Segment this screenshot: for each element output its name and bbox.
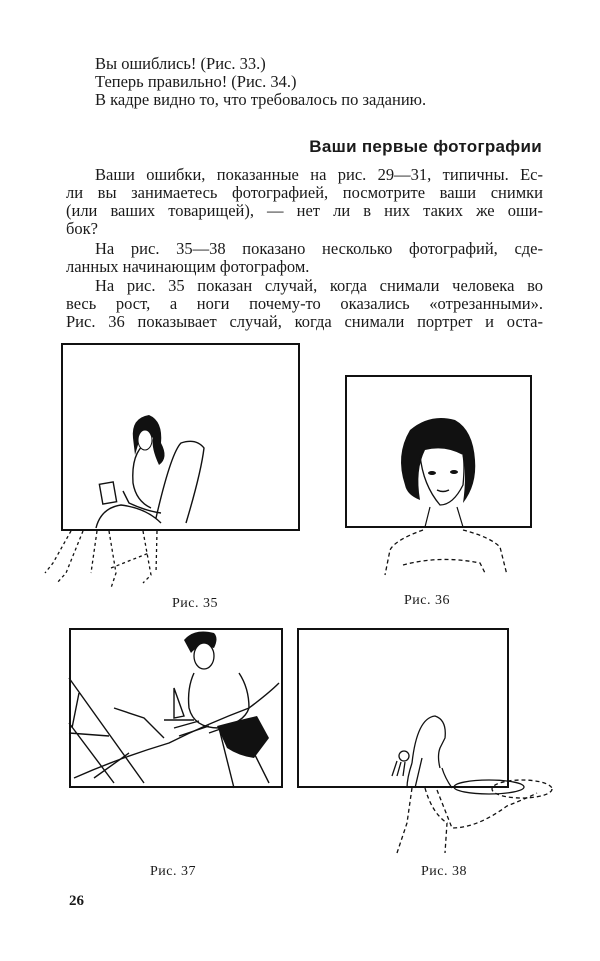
section-heading: Ваши первые фотографии: [309, 137, 542, 156]
paragraph-1-line-3: (или ваших товарищей), — нет ли в них таких же оши-: [66, 201, 543, 220]
paragraph-1-line-4: бок?: [66, 219, 98, 238]
intro-line-2: Теперь правильно! (Рис. 34.): [95, 72, 297, 91]
paragraph-1-line-2: ли вы занимаетесь фотографией, посмотрите ваши снимки: [66, 183, 543, 202]
figure-38-illustration: [297, 628, 557, 868]
paragraph-3-line-1: На рис. 35 показан случай, когда снимали человека во: [95, 276, 543, 295]
paragraph-3-line-2: весь рост, а ноги почему-то оказались «отрезанными».: [66, 294, 543, 313]
figure-37-caption: Рис. 37: [150, 864, 196, 879]
intro-line-1: Вы ошиблись! (Рис. 33.): [95, 54, 266, 73]
figure-35-illustration: [61, 343, 301, 603]
paragraph-2-line-1: На рис. 35—38 показано несколько фотографий, сде-: [95, 239, 543, 258]
paragraph-2-line-2: ланных начинающим фотографом.: [66, 257, 310, 276]
figure-37-illustration: [69, 628, 283, 788]
intro-line-3: В кадре видно то, что требовалось по заданию.: [95, 90, 427, 109]
paragraph-3-line-3: Рис. 36 показывает случай, когда снимали портрет и оста-: [66, 312, 543, 331]
figure-35-caption: Рис. 35: [172, 596, 218, 611]
figure-36-caption: Рис. 36: [404, 593, 450, 608]
figure-36-illustration: [345, 375, 535, 575]
figure-38-caption: Рис. 38: [421, 864, 467, 879]
page-number: 26: [69, 893, 84, 909]
paragraph-1-line-1: Ваши ошибки, показанные на рис. 29—31, типичны. Ес-: [95, 165, 543, 184]
